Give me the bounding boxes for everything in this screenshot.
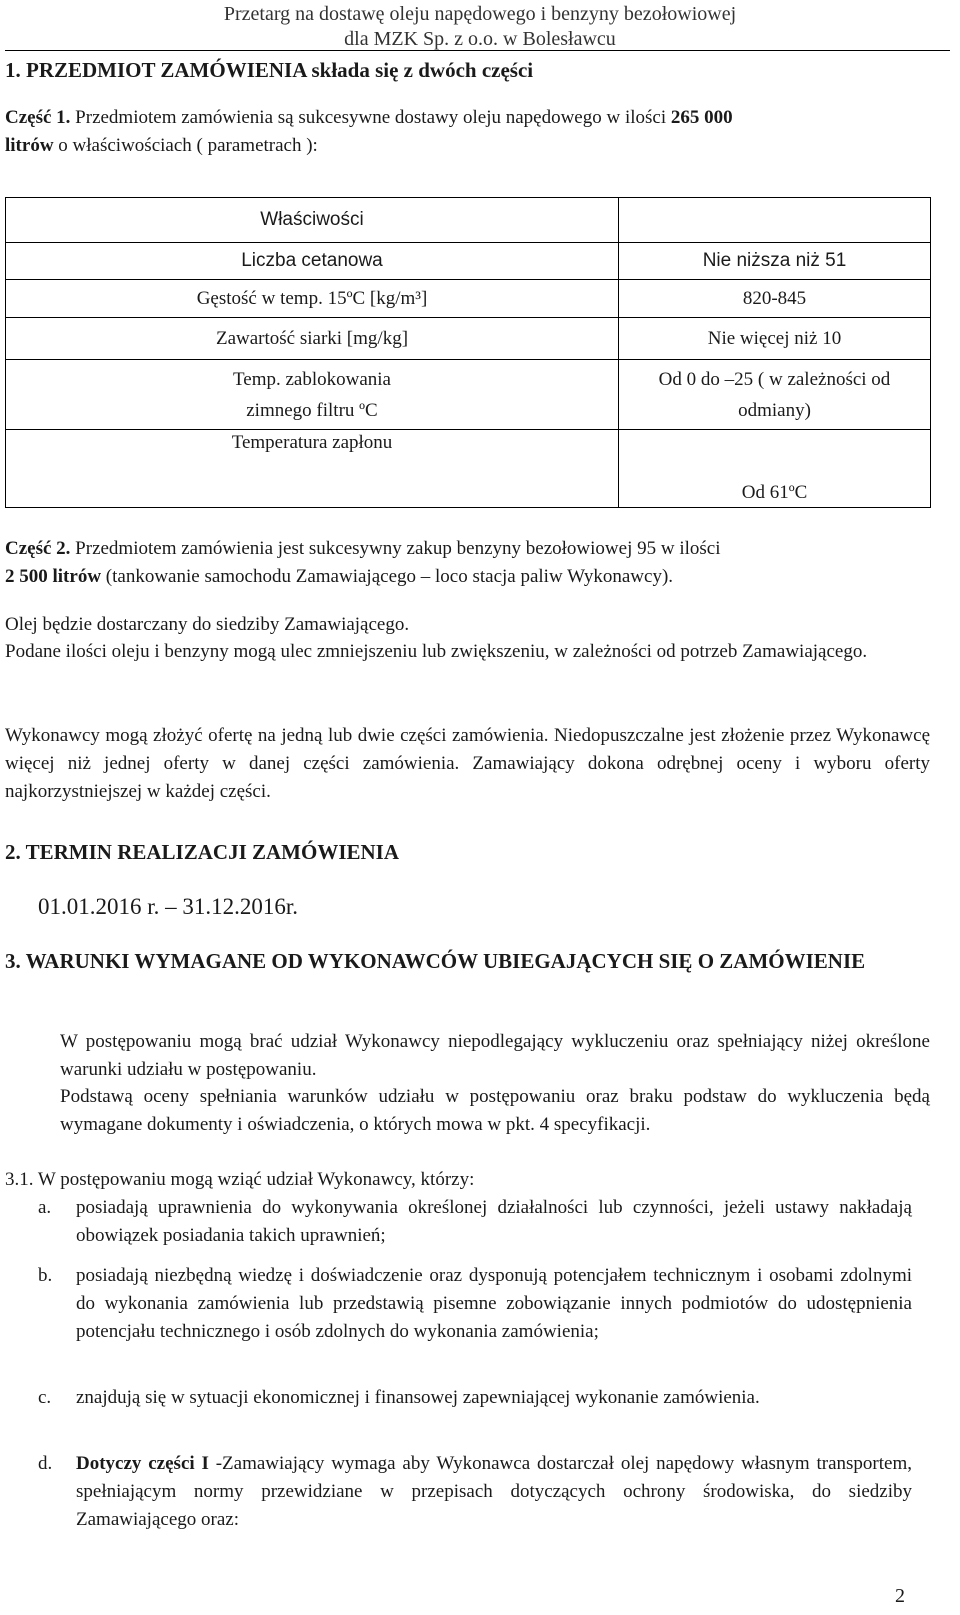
table-cell-name: Zawartość siarki [mg/kg] <box>6 318 619 360</box>
item-d-bold: Dotyczy części I <box>76 1453 209 1474</box>
item-c-label: c. <box>38 1387 52 1408</box>
part1-paragraph <box>5 104 935 160</box>
table-cell-value: 820-845 <box>619 280 931 318</box>
offer-note: Wykonawcy mogą złożyć ofertę na jedną lub dwie części zamówienia. Niedopuszczalne jest złożenie przez Wykonawcę więcej niż jednej oferty w danej części zamówienia. Zamawiający dokona odrębnej oceny i wyboru oferty najkorzystniejszej w każdej części. <box>5 725 930 802</box>
table-cell-name: Gęstość w temp. 15ºC [kg/m³] <box>6 280 619 318</box>
part2-label: Część 2. <box>5 538 71 559</box>
item-d-rest: -Zamawiający wymaga aby Wykonawca dostarczał olej napędowy własnym transportem, spełniającym normy przewidziane w przepisach dotyczących ochrony środowiska, do siedziby Zamawiającego oraz: <box>76 1453 913 1530</box>
delivery-note: Olej będzie dostarczany do siedziby Zamawiającego. <box>5 614 410 635</box>
part1-text-b: o właściwościach ( parametrach ): <box>53 135 318 156</box>
table-header-empty <box>619 198 931 243</box>
realization-dates: 01.01.2016 r. – 31.12.2016r. <box>38 894 299 919</box>
item-b-label: b. <box>38 1265 53 1286</box>
part2-text-a: Przedmiotem zamówienia jest sukcesywny zakup benzyny bezołowiowej 95 w ilości <box>70 538 721 559</box>
item-c-text: znajdują się w sytuacji ekonomicznej i finansowej zapewniającej wykonanie zamówienia. <box>76 1387 760 1408</box>
part2-paragraph <box>5 535 935 591</box>
section3-intro1: W postępowaniu mogą brać udział Wykonawcy niepodlegający wykluczeniu oraz spełniający niżej określone warunki udziału w postępowaniu. <box>60 1031 930 1080</box>
table-cell-value: Od 61ºC <box>619 430 931 508</box>
section3-1-number: 3.1. <box>5 1169 34 1190</box>
part1-amount: 265 000 <box>670 107 733 128</box>
section2-title: 2. TERMIN REALIZACJI ZAMÓWIENIA <box>5 840 399 864</box>
item-a-text: posiadają uprawnienia do wykonywania określonej działalności lub czynności, jeżeli ustawy nakładają obowiązek posiadania takich uprawnień; <box>76 1197 912 1246</box>
table-cell-name: Temperatura zapłonu <box>6 430 619 508</box>
section3-intro2: Podstawą oceny spełniania warunków udziału w postępowaniu oraz braku podstaw do wykluczenia będą wymagane dokumenty i oświadczenia, o których mowa w pkt. 4 specyfikacji. <box>60 1086 930 1135</box>
table-cell-name: Temp. zablokowania zimnego filtru ºC <box>6 360 619 430</box>
part1-text-a: Przedmiotem zamówienia są sukcesywne dostawy oleju napędowego w ilości <box>70 107 671 128</box>
header-title-line2: dla MZK Sp. z o.o. w Bolesławcu <box>344 28 616 50</box>
item-a-label: a. <box>38 1197 52 1218</box>
table-cell-name: Liczba cetanowa <box>6 243 619 280</box>
part2-text-b: (tankowanie samochodu Zamawiającego – loco stacja paliw Wykonawcy). <box>101 566 674 587</box>
header-title-line1: Przetarg na dostawę oleju napędowego i benzyny bezołowiowej <box>223 3 737 25</box>
table-cell-value: Nie niższa niż 51 <box>619 243 931 280</box>
table-cell-value: Od 0 do –25 ( w zależności od odmiany) <box>619 360 931 430</box>
item-b-text: posiadają niezbędną wiedzę i doświadczenie oraz dysponują potencjałem technicznym i osobami zdolnymi do wykonania zamówienia lub przedstawią pisemne zobowiązanie innych podmiotów do udostępnienia potencjału technicznego i osób zdolnych do wykonania zamówienia; <box>76 1265 912 1342</box>
part2-amount: 2 500 litrów <box>5 566 102 587</box>
part1-unit: litrów <box>5 135 54 156</box>
properties-table <box>5 197 931 508</box>
table-header-properties: Właściwości <box>6 198 619 243</box>
section3-title: 3. WARUNKI WYMAGANE OD WYKONAWCÓW UBIEGAJĄCYCH SIĘ O ZAMÓWIENIE <box>5 949 866 973</box>
part1-label: Część 1. <box>5 107 71 128</box>
item-d-label: d. <box>38 1453 53 1474</box>
header-divider <box>5 50 950 51</box>
quantity-note: Podane ilości oleju i benzyny mogą ulec zmniejszeniu lub zwiększeniu, w zależności od potrzeb Zamawiającego. <box>5 641 868 662</box>
item-d-text <box>76 1450 912 1534</box>
section1-title: 1. PRZEDMIOT ZAMÓWIENIA składa się z dwóch części <box>5 58 534 82</box>
page-number: 2 <box>895 1585 905 1607</box>
table-cell-value: Nie więcej niż 10 <box>619 318 931 360</box>
section3-1-line <box>5 1166 935 1194</box>
section3-1-text: W postępowaniu mogą wziąć udział Wykonawcy, którzy: <box>37 1169 475 1190</box>
